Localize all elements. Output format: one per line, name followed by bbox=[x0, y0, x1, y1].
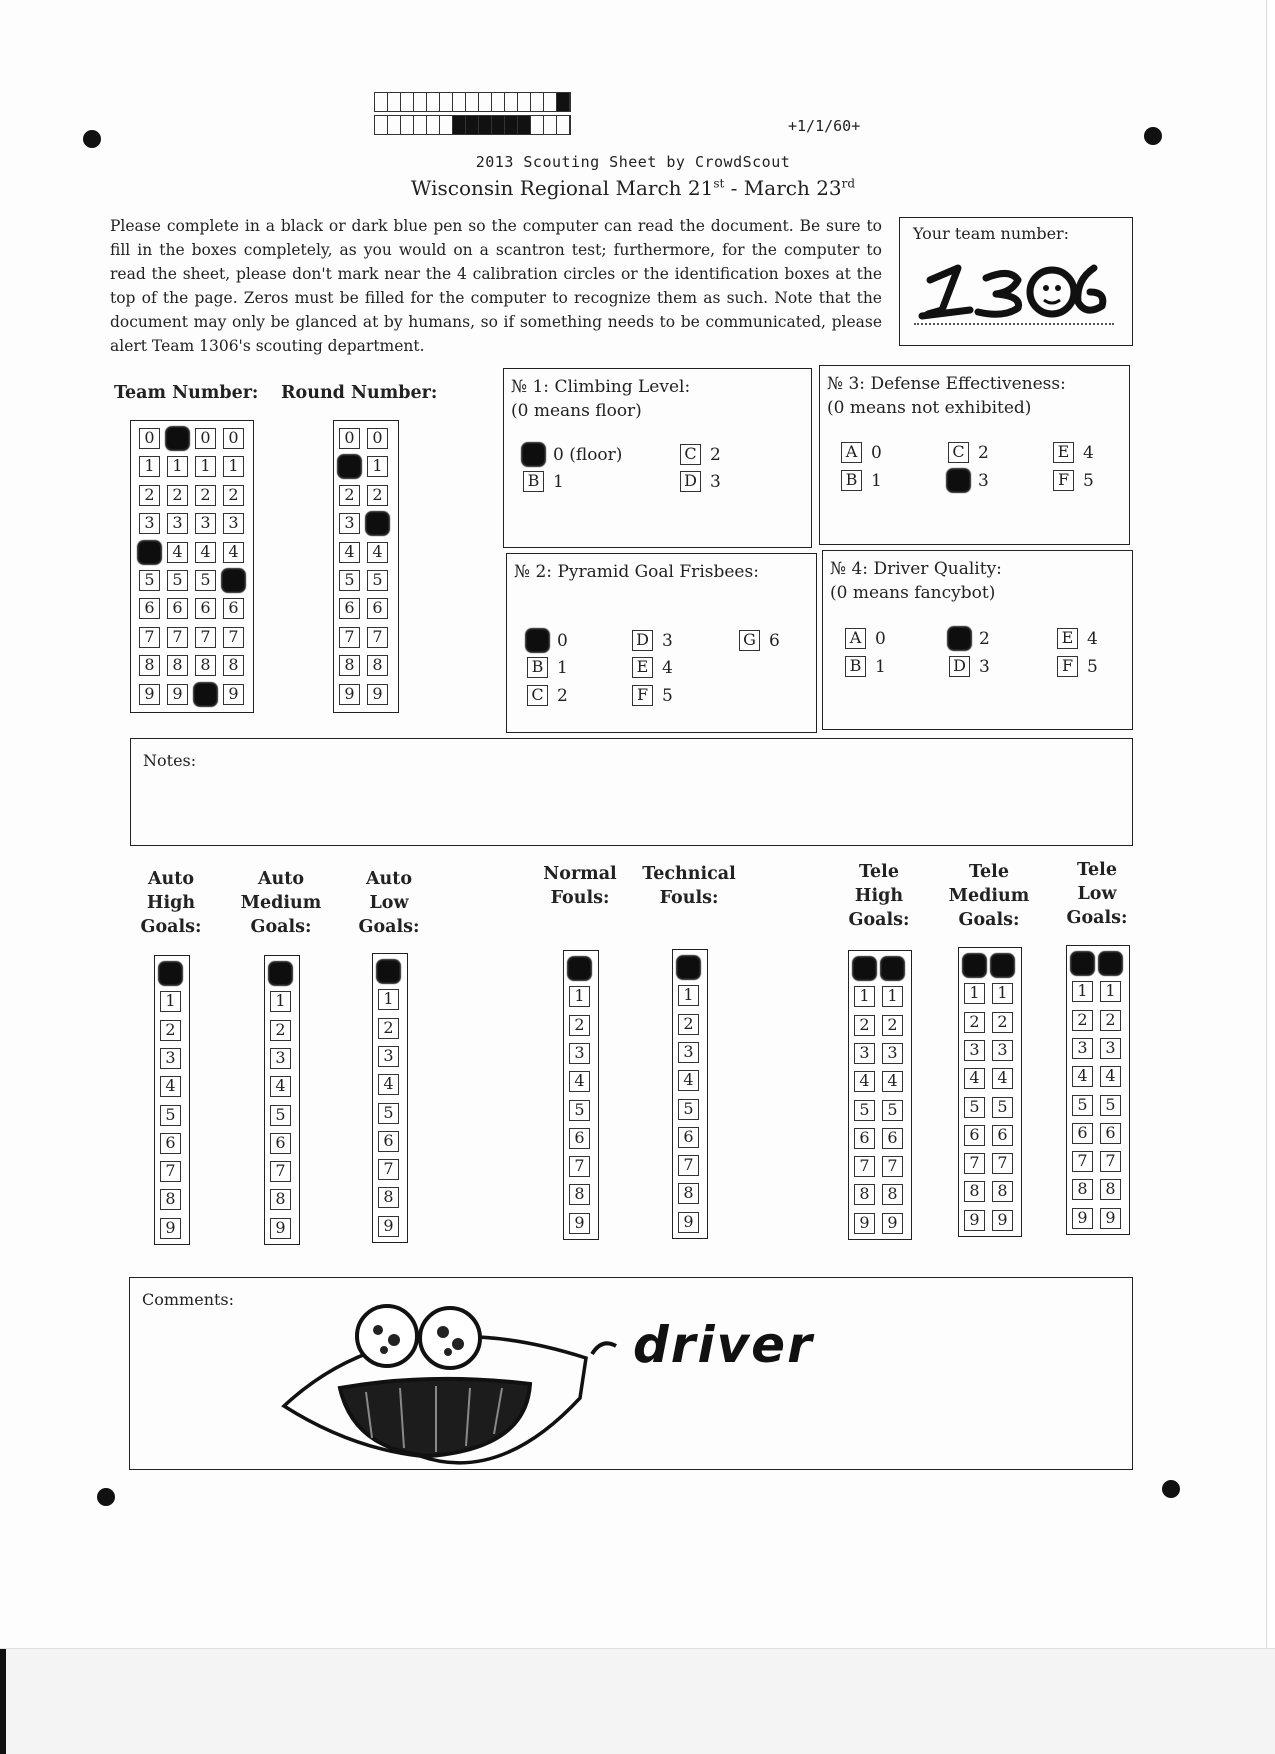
question-3-option-c[interactable] bbox=[948, 442, 989, 463]
score-column-label-3 bbox=[319, 867, 459, 939]
team-digit-3-bubble-1[interactable]: 1 bbox=[195, 456, 216, 477]
option-value: 2 bbox=[557, 685, 568, 706]
score-col-5-digit-1-bubble-3[interactable]: 3 bbox=[678, 1042, 699, 1063]
label-line: Low bbox=[369, 893, 409, 913]
score-col-8-digit-2-bubble-2[interactable]: 2 bbox=[1100, 1010, 1121, 1031]
score-col-6-digit-1-bubble-8[interactable]: 8 bbox=[854, 1184, 875, 1205]
score-col-4-digit-1-bubble-5[interactable]: 5 bbox=[569, 1100, 590, 1121]
team-digit-1-bubble-4[interactable]: 4 bbox=[139, 542, 160, 563]
option-letter-box[interactable]: C bbox=[680, 444, 701, 465]
question-4-option-f[interactable] bbox=[1057, 656, 1098, 677]
score-col-7-digit-2-bubble-9[interactable]: 9 bbox=[992, 1210, 1013, 1231]
score-col-8-digit-1-bubble-1[interactable]: 1 bbox=[1072, 981, 1093, 1002]
option-letter-box[interactable]: C bbox=[948, 442, 969, 463]
score-col-5-digit-1-bubble-4[interactable]: 4 bbox=[678, 1070, 699, 1091]
round-digit-2-bubble-8[interactable]: 8 bbox=[367, 655, 388, 676]
score-col-5-digit-1-bubble-5[interactable]: 5 bbox=[678, 1099, 699, 1120]
question-3-title: № 3: Defense Effectiveness: (0 means not exhibited) bbox=[827, 374, 1066, 418]
score-col-6-digit-2-bubble-5[interactable]: 5 bbox=[882, 1100, 903, 1121]
score-col-2-digit-1-bubble-5[interactable]: 5 bbox=[270, 1105, 291, 1126]
team-digit-4-bubble-6[interactable]: 6 bbox=[223, 598, 244, 619]
option-value: 3 bbox=[710, 471, 721, 492]
score-col-1-digit-1-bubble-0[interactable]: 0 bbox=[160, 963, 181, 984]
score-col-6-digit-1-bubble-4[interactable]: 4 bbox=[854, 1071, 875, 1092]
round-digit-1-bubble-6[interactable]: 6 bbox=[339, 598, 360, 619]
score-col-6-digit-1-bubble-0[interactable]: 0 bbox=[854, 958, 875, 979]
round-digit-1-bubble-5[interactable]: 5 bbox=[339, 570, 360, 591]
score-col-1-digit-1-bubble-3[interactable]: 3 bbox=[160, 1048, 181, 1069]
round-digit-2-bubble-9[interactable]: 9 bbox=[367, 684, 388, 705]
score-col-2-digit-1-bubble-6[interactable]: 6 bbox=[270, 1133, 291, 1154]
score-col-2-digit-1-bubble-4[interactable]: 4 bbox=[270, 1076, 291, 1097]
option-value: 2 bbox=[710, 444, 721, 465]
score-col-3-digit-1-bubble-5[interactable]: 5 bbox=[378, 1103, 399, 1124]
score-col-8-digit-1-bubble-6[interactable]: 6 bbox=[1072, 1123, 1093, 1144]
label-line: Medium bbox=[240, 893, 322, 913]
score-col-7-digit-2-bubble-6[interactable]: 6 bbox=[992, 1125, 1013, 1146]
score-col-6-digit-1-bubble-5[interactable]: 5 bbox=[854, 1100, 875, 1121]
team-digit-2-bubble-3[interactable]: 3 bbox=[167, 513, 188, 534]
label-line: Goals: bbox=[250, 917, 312, 937]
notes-label: Notes: bbox=[143, 751, 197, 770]
score-col-3-digit-1-bubble-4[interactable]: 4 bbox=[378, 1074, 399, 1095]
option-value: 3 bbox=[979, 656, 990, 677]
question-4-option-d[interactable] bbox=[949, 656, 990, 677]
team-digit-2-bubble-4[interactable]: 4 bbox=[167, 542, 188, 563]
score-col-2-digit-1-bubble-3[interactable]: 3 bbox=[270, 1048, 291, 1069]
score-col-8-digit-1-bubble-4[interactable]: 4 bbox=[1072, 1066, 1093, 1087]
label-line: Goals: bbox=[1066, 908, 1128, 928]
option-letter-box[interactable]: B bbox=[523, 471, 544, 492]
label-line: Goals: bbox=[358, 917, 420, 937]
score-col-6-digit-2-bubble-3[interactable]: 3 bbox=[882, 1043, 903, 1064]
round-digit-1-bubble-4[interactable]: 4 bbox=[339, 542, 360, 563]
question-3-option-f[interactable] bbox=[1053, 470, 1094, 491]
option-value: 1 bbox=[871, 470, 882, 491]
score-col-7-digit-2-bubble-7[interactable]: 7 bbox=[992, 1153, 1013, 1174]
team-digit-2-bubble-8[interactable]: 8 bbox=[167, 655, 188, 676]
score-col-6-digit-1-bubble-6[interactable]: 6 bbox=[854, 1128, 875, 1149]
score-col-7-digit-2-bubble-4[interactable]: 4 bbox=[992, 1068, 1013, 1089]
score-col-4-digit-1-bubble-9[interactable]: 9 bbox=[569, 1213, 590, 1234]
label-line: Normal bbox=[543, 864, 617, 884]
option-letter-box[interactable]: C bbox=[527, 685, 548, 706]
calibration-circle-bottom-left bbox=[97, 1488, 115, 1506]
option-value: 5 bbox=[1087, 656, 1098, 677]
option-letter-box[interactable]: A bbox=[841, 442, 862, 463]
team-digit-2-bubble-2[interactable]: 2 bbox=[167, 485, 188, 506]
score-col-6-digit-2-bubble-1[interactable]: 1 bbox=[882, 986, 903, 1007]
score-col-4-digit-1-bubble-0[interactable]: 0 bbox=[569, 958, 590, 979]
your-team-number-box[interactable] bbox=[899, 217, 1133, 346]
label-line: Medium bbox=[948, 886, 1030, 906]
identification-bar-top bbox=[374, 92, 571, 112]
team-digit-3-bubble-2[interactable]: 2 bbox=[195, 485, 216, 506]
round-digit-1-bubble-1[interactable]: 1 bbox=[339, 456, 360, 477]
label-line: Goals: bbox=[140, 917, 202, 937]
question-4-option-c[interactable] bbox=[949, 628, 990, 649]
score-col-2-digit-1-bubble-1[interactable]: 1 bbox=[270, 991, 291, 1012]
score-col-1-digit-1-bubble-6[interactable]: 6 bbox=[160, 1133, 181, 1154]
team-number-dotted-line bbox=[914, 323, 1114, 325]
question-1-option-c[interactable] bbox=[680, 444, 721, 465]
round-digit-1-bubble-2[interactable]: 2 bbox=[339, 485, 360, 506]
score-col-5-digit-1-bubble-7[interactable]: 7 bbox=[678, 1155, 699, 1176]
instructions-paragraph: Please complete in a black or dark blue pen so the computer can read the document. Be sure to fill in the boxes completely, as you would on a scantron test; furthermore, for the computer to read the sheet, please don't mark near the 4 calibration circles or the identification boxes at the top of the page. Zeros must be filled for the computer to recognize them as such. Note that the document may only be glanced at by humans, so if something needs to be communicated, please alert Team 1306's scouting department. bbox=[110, 217, 882, 355]
score-col-1-digit-1-bubble-5[interactable]: 5 bbox=[160, 1105, 181, 1126]
label-line: Tele bbox=[859, 862, 899, 882]
score-col-1-digit-1-bubble-9[interactable]: 9 bbox=[160, 1218, 181, 1239]
round-digit-2-bubble-7[interactable]: 7 bbox=[367, 627, 388, 648]
round-digit-2-bubble-6[interactable]: 6 bbox=[367, 598, 388, 619]
team-digit-1-bubble-0[interactable]: 0 bbox=[139, 428, 160, 449]
round-digit-2-bubble-0[interactable]: 0 bbox=[367, 428, 388, 449]
option-letter-box[interactable]: B bbox=[845, 656, 866, 677]
score-column-label-8 bbox=[1027, 858, 1167, 930]
question-3-option-a[interactable] bbox=[841, 442, 882, 463]
team-digit-3-bubble-3[interactable]: 3 bbox=[195, 513, 216, 534]
score-col-6-digit-2-bubble-2[interactable]: 2 bbox=[882, 1015, 903, 1036]
label-line: Technical bbox=[642, 864, 736, 884]
score-col-8-digit-2-bubble-0[interactable]: 0 bbox=[1100, 953, 1121, 974]
score-col-7-digit-1-bubble-5[interactable]: 5 bbox=[964, 1097, 985, 1118]
score-column-label-5 bbox=[619, 862, 759, 910]
team-digit-4-bubble-3[interactable]: 3 bbox=[223, 513, 244, 534]
question-4-option-e[interactable] bbox=[1057, 628, 1098, 649]
score-col-2-digit-1-bubble-9[interactable]: 9 bbox=[270, 1218, 291, 1239]
score-col-6-digit-1-bubble-2[interactable]: 2 bbox=[854, 1015, 875, 1036]
round-digit-2-bubble-3[interactable]: 3 bbox=[367, 513, 388, 534]
label-line: Low bbox=[1077, 884, 1117, 904]
score-col-1-digit-1-bubble-4[interactable]: 4 bbox=[160, 1076, 181, 1097]
team-digit-1-bubble-7[interactable]: 7 bbox=[139, 627, 160, 648]
event-title: Wisconsin Regional March 21st - March 23rd bbox=[410, 176, 856, 200]
score-col-8-digit-2-bubble-8[interactable]: 8 bbox=[1100, 1179, 1121, 1200]
score-col-5-digit-1-bubble-6[interactable]: 6 bbox=[678, 1127, 699, 1148]
score-col-7-digit-1-bubble-1[interactable]: 1 bbox=[964, 983, 985, 1004]
option-letter-box[interactable]: B bbox=[527, 657, 548, 678]
handwritten-team-number bbox=[900, 240, 1132, 330]
option-value: 4 bbox=[662, 657, 673, 678]
score-col-7-digit-1-bubble-3[interactable]: 3 bbox=[964, 1040, 985, 1061]
score-col-4-digit-1-bubble-1[interactable]: 1 bbox=[569, 986, 590, 1007]
score-col-8-digit-2-bubble-3[interactable]: 3 bbox=[1100, 1038, 1121, 1059]
question-1-title: № 1: Climbing Level: (0 means floor) bbox=[511, 377, 691, 421]
score-col-6-digit-2-bubble-6[interactable]: 6 bbox=[882, 1128, 903, 1149]
team-digit-1-bubble-5[interactable]: 5 bbox=[139, 570, 160, 591]
notes-box[interactable] bbox=[130, 738, 1133, 846]
score-col-3-digit-1-bubble-7[interactable]: 7 bbox=[378, 1159, 399, 1180]
score-col-3-digit-1-bubble-9[interactable]: 9 bbox=[378, 1216, 399, 1237]
option-value: 2 bbox=[978, 442, 989, 463]
option-letter-box[interactable]: A bbox=[845, 628, 866, 649]
score-col-2-digit-1-bubble-0[interactable]: 0 bbox=[270, 963, 291, 984]
score-col-7-digit-2-bubble-5[interactable]: 5 bbox=[992, 1097, 1013, 1118]
score-col-5-digit-1-bubble-2[interactable]: 2 bbox=[678, 1014, 699, 1035]
label-line: Fouls: bbox=[659, 888, 719, 908]
option-value: 2 bbox=[979, 628, 990, 649]
question-1-option-b[interactable] bbox=[523, 471, 564, 492]
label-line: Tele bbox=[969, 862, 1009, 882]
team-digit-4-bubble-5[interactable]: 5 bbox=[223, 570, 244, 591]
score-col-2-digit-1-bubble-7[interactable]: 7 bbox=[270, 1161, 291, 1182]
option-value: 3 bbox=[978, 470, 989, 491]
option-value: 1 bbox=[553, 471, 564, 492]
score-col-5-digit-1-bubble-0[interactable]: 0 bbox=[678, 957, 699, 978]
option-letter-box[interactable]: D bbox=[949, 656, 970, 677]
score-col-8-digit-2-bubble-5[interactable]: 5 bbox=[1100, 1095, 1121, 1116]
label-line: Auto bbox=[365, 869, 413, 889]
question-2-option-d[interactable] bbox=[632, 630, 673, 651]
team-digit-1-bubble-2[interactable]: 2 bbox=[139, 485, 160, 506]
score-col-7-digit-1-bubble-7[interactable]: 7 bbox=[964, 1153, 985, 1174]
score-col-7-digit-2-bubble-2[interactable]: 2 bbox=[992, 1012, 1013, 1033]
team-digit-4-bubble-7[interactable]: 7 bbox=[223, 627, 244, 648]
label-line: Tele bbox=[1077, 860, 1117, 880]
score-col-7-digit-1-bubble-4[interactable]: 4 bbox=[964, 1068, 985, 1089]
question-2-option-f[interactable] bbox=[632, 685, 673, 706]
score-col-6-digit-1-bubble-9[interactable]: 9 bbox=[854, 1213, 875, 1234]
option-letter-box[interactable]: D bbox=[948, 470, 969, 491]
team-digit-3-bubble-0[interactable]: 0 bbox=[195, 428, 216, 449]
question-2-option-e[interactable] bbox=[632, 657, 673, 678]
score-col-5-digit-1-bubble-1[interactable]: 1 bbox=[678, 985, 699, 1006]
team-digit-2-bubble-1[interactable]: 1 bbox=[167, 456, 188, 477]
score-col-6-digit-2-bubble-7[interactable]: 7 bbox=[882, 1156, 903, 1177]
team-digit-3-bubble-7[interactable]: 7 bbox=[195, 627, 216, 648]
team-digit-3-bubble-6[interactable]: 6 bbox=[195, 598, 216, 619]
score-col-8-digit-2-bubble-9[interactable]: 9 bbox=[1100, 1208, 1121, 1229]
score-col-6-digit-2-bubble-0[interactable]: 0 bbox=[882, 958, 903, 979]
option-letter-box[interactable]: A bbox=[523, 444, 544, 465]
score-col-4-digit-1-bubble-6[interactable]: 6 bbox=[569, 1128, 590, 1149]
question-3-option-b[interactable] bbox=[841, 470, 882, 491]
score-col-1-digit-1-bubble-8[interactable]: 8 bbox=[160, 1189, 181, 1210]
identification-bar-bottom bbox=[374, 115, 571, 135]
round-digit-2-bubble-5[interactable]: 5 bbox=[367, 570, 388, 591]
round-digit-1-bubble-0[interactable]: 0 bbox=[339, 428, 360, 449]
score-col-7-digit-1-bubble-8[interactable]: 8 bbox=[964, 1181, 985, 1202]
option-letter-box[interactable]: E bbox=[1053, 442, 1074, 463]
label-line: High bbox=[146, 893, 196, 913]
team-digit-4-bubble-4[interactable]: 4 bbox=[223, 542, 244, 563]
round-digit-1-bubble-7[interactable]: 7 bbox=[339, 627, 360, 648]
round-digit-1-bubble-9[interactable]: 9 bbox=[339, 684, 360, 705]
score-col-7-digit-2-bubble-8[interactable]: 8 bbox=[992, 1181, 1013, 1202]
option-letter-box[interactable]: F bbox=[632, 685, 653, 706]
score-col-2-digit-1-bubble-8[interactable]: 8 bbox=[270, 1189, 291, 1210]
round-digit-2-bubble-4[interactable]: 4 bbox=[367, 542, 388, 563]
score-col-1-digit-1-bubble-2[interactable]: 2 bbox=[160, 1020, 181, 1041]
score-col-8-digit-1-bubble-8[interactable]: 8 bbox=[1072, 1179, 1093, 1200]
team-digit-4-bubble-1[interactable]: 1 bbox=[223, 456, 244, 477]
score-col-8-digit-2-bubble-7[interactable]: 7 bbox=[1100, 1151, 1121, 1172]
option-letter-box[interactable]: G bbox=[739, 630, 760, 651]
option-value: 3 bbox=[662, 630, 673, 651]
sheet-title: 2013 Scouting Sheet by CrowdScout bbox=[475, 153, 791, 171]
comments-label: Comments: bbox=[142, 1290, 235, 1309]
score-col-1-digit-1-bubble-1[interactable]: 1 bbox=[160, 991, 181, 1012]
driver-handwritten-note: driver bbox=[633, 1316, 814, 1374]
option-letter-box[interactable]: E bbox=[632, 657, 653, 678]
comments-box[interactable] bbox=[129, 1277, 1133, 1470]
score-col-2-digit-1-bubble-2[interactable]: 2 bbox=[270, 1020, 291, 1041]
score-col-3-digit-1-bubble-8[interactable]: 8 bbox=[378, 1187, 399, 1208]
score-col-8-digit-1-bubble-3[interactable]: 3 bbox=[1072, 1038, 1093, 1059]
question-3-option-e[interactable] bbox=[1053, 442, 1094, 463]
question-2-title: № 2: Pyramid Goal Frisbees: bbox=[514, 562, 759, 582]
option-value: 0 (floor) bbox=[553, 444, 623, 465]
option-letter-box[interactable]: C bbox=[949, 628, 970, 649]
score-col-8-digit-2-bubble-1[interactable]: 1 bbox=[1100, 981, 1121, 1002]
round-digit-1-bubble-3[interactable]: 3 bbox=[339, 513, 360, 534]
question-1-option-a[interactable] bbox=[523, 444, 622, 465]
label-line: Fouls: bbox=[550, 888, 610, 908]
score-col-3-digit-1-bubble-0[interactable]: 0 bbox=[378, 961, 399, 982]
option-value: 0 bbox=[871, 442, 882, 463]
scan-background-strip bbox=[0, 1648, 1275, 1754]
team-digit-3-bubble-5[interactable]: 5 bbox=[195, 570, 216, 591]
label-line: Auto bbox=[257, 869, 305, 889]
score-col-7-digit-1-bubble-6[interactable]: 6 bbox=[964, 1125, 985, 1146]
option-value: 0 bbox=[875, 628, 886, 649]
option-value: 5 bbox=[1083, 470, 1094, 491]
robot-face-doodle bbox=[280, 1288, 920, 1468]
score-col-6-digit-2-bubble-9[interactable]: 9 bbox=[882, 1213, 903, 1234]
question-3-option-d[interactable] bbox=[948, 470, 989, 491]
score-col-3-digit-1-bubble-6[interactable]: 6 bbox=[378, 1131, 399, 1152]
option-value: 5 bbox=[662, 685, 673, 706]
score-col-7-digit-2-bubble-0[interactable]: 0 bbox=[992, 955, 1013, 976]
question-4-title: № 4: Driver Quality: (0 means fancybot) bbox=[830, 559, 1002, 603]
score-col-8-digit-1-bubble-2[interactable]: 2 bbox=[1072, 1010, 1093, 1031]
team-digit-2-bubble-0[interactable]: 0 bbox=[167, 428, 188, 449]
option-letter-box[interactable]: F bbox=[1053, 470, 1074, 491]
team-digit-1-bubble-1[interactable]: 1 bbox=[139, 456, 160, 477]
score-col-4-digit-1-bubble-8[interactable]: 8 bbox=[569, 1184, 590, 1205]
calibration-circle-top-right bbox=[1144, 127, 1162, 145]
score-col-8-digit-2-bubble-6[interactable]: 6 bbox=[1100, 1123, 1121, 1144]
team-digit-4-bubble-2[interactable]: 2 bbox=[223, 485, 244, 506]
option-value: 6 bbox=[769, 630, 780, 651]
round-digit-1-bubble-8[interactable]: 8 bbox=[339, 655, 360, 676]
label-line: High bbox=[854, 886, 904, 906]
label-line: Auto bbox=[147, 869, 195, 889]
your-team-number-label: Your team number: bbox=[913, 224, 1070, 243]
score-col-3-digit-1-bubble-2[interactable]: 2 bbox=[378, 1018, 399, 1039]
score-col-8-digit-1-bubble-7[interactable]: 7 bbox=[1072, 1151, 1093, 1172]
team-digit-2-bubble-9[interactable]: 9 bbox=[167, 684, 188, 705]
page-code: +1/1/60+ bbox=[788, 117, 861, 135]
score-col-7-digit-2-bubble-1[interactable]: 1 bbox=[992, 983, 1013, 1004]
round-digit-2-bubble-2[interactable]: 2 bbox=[367, 485, 388, 506]
team-digit-2-bubble-5[interactable]: 5 bbox=[167, 570, 188, 591]
option-letter-box[interactable]: D bbox=[632, 630, 653, 651]
question-2-option-a[interactable] bbox=[527, 630, 568, 651]
team-digit-1-bubble-6[interactable]: 6 bbox=[139, 598, 160, 619]
option-letter-box[interactable]: D bbox=[680, 471, 701, 492]
score-col-6-digit-1-bubble-1[interactable]: 1 bbox=[854, 986, 875, 1007]
score-col-8-digit-1-bubble-9[interactable]: 9 bbox=[1072, 1208, 1093, 1229]
score-col-3-digit-1-bubble-1[interactable]: 1 bbox=[378, 989, 399, 1010]
team-digit-2-bubble-6[interactable]: 6 bbox=[167, 598, 188, 619]
score-col-7-digit-2-bubble-3[interactable]: 3 bbox=[992, 1040, 1013, 1061]
option-value: 1 bbox=[875, 656, 886, 677]
option-value: 0 bbox=[557, 630, 568, 651]
team-digit-3-bubble-9[interactable]: 9 bbox=[195, 684, 216, 705]
team-digit-3-bubble-4[interactable]: 4 bbox=[195, 542, 216, 563]
option-letter-box[interactable]: B bbox=[841, 470, 862, 491]
question-4-option-b[interactable] bbox=[845, 656, 886, 677]
team-digit-2-bubble-7[interactable]: 7 bbox=[167, 627, 188, 648]
score-col-5-digit-1-bubble-8[interactable]: 8 bbox=[678, 1183, 699, 1204]
team-digit-3-bubble-8[interactable]: 8 bbox=[195, 655, 216, 676]
score-col-5-digit-1-bubble-9[interactable]: 9 bbox=[678, 1212, 699, 1233]
team-digit-4-bubble-8[interactable]: 8 bbox=[223, 655, 244, 676]
option-value: 4 bbox=[1083, 442, 1094, 463]
question-2-option-g[interactable] bbox=[739, 630, 780, 651]
label-line: Goals: bbox=[848, 910, 910, 930]
calibration-circle-bottom-right bbox=[1162, 1480, 1180, 1498]
score-col-7-digit-1-bubble-0[interactable]: 0 bbox=[964, 955, 985, 976]
question-2-option-c[interactable] bbox=[527, 685, 568, 706]
score-col-8-digit-1-bubble-5[interactable]: 5 bbox=[1072, 1095, 1093, 1116]
option-letter-box[interactable]: F bbox=[1057, 656, 1078, 677]
score-col-6-digit-2-bubble-8[interactable]: 8 bbox=[882, 1184, 903, 1205]
team-digit-4-bubble-9[interactable]: 9 bbox=[223, 684, 244, 705]
score-col-7-digit-1-bubble-9[interactable]: 9 bbox=[964, 1210, 985, 1231]
option-letter-box[interactable]: E bbox=[1057, 628, 1078, 649]
score-col-3-digit-1-bubble-3[interactable]: 3 bbox=[378, 1046, 399, 1067]
score-col-4-digit-1-bubble-3[interactable]: 3 bbox=[569, 1043, 590, 1064]
score-col-7-digit-1-bubble-2[interactable]: 2 bbox=[964, 1012, 985, 1033]
team-digit-1-bubble-8[interactable]: 8 bbox=[139, 655, 160, 676]
option-value: 1 bbox=[557, 657, 568, 678]
score-col-4-digit-1-bubble-2[interactable]: 2 bbox=[569, 1015, 590, 1036]
team-number-label: Team Number: bbox=[114, 383, 259, 403]
question-4-option-a[interactable] bbox=[845, 628, 886, 649]
team-digit-4-bubble-0[interactable]: 0 bbox=[223, 428, 244, 449]
team-digit-1-bubble-9[interactable]: 9 bbox=[139, 684, 160, 705]
score-col-6-digit-1-bubble-3[interactable]: 3 bbox=[854, 1043, 875, 1064]
score-col-4-digit-1-bubble-7[interactable]: 7 bbox=[569, 1156, 590, 1177]
round-number-label: Round Number: bbox=[281, 383, 438, 403]
score-col-6-digit-2-bubble-4[interactable]: 4 bbox=[882, 1071, 903, 1092]
team-digit-1-bubble-3[interactable]: 3 bbox=[139, 513, 160, 534]
option-value: 4 bbox=[1087, 628, 1098, 649]
score-col-8-digit-1-bubble-0[interactable]: 0 bbox=[1072, 953, 1093, 974]
score-col-8-digit-2-bubble-4[interactable]: 4 bbox=[1100, 1066, 1121, 1087]
question-1-option-d[interactable] bbox=[680, 471, 721, 492]
option-letter-box[interactable]: A bbox=[527, 630, 548, 651]
question-2-option-b[interactable] bbox=[527, 657, 568, 678]
calibration-circle-top-left bbox=[83, 130, 101, 148]
score-col-1-digit-1-bubble-7[interactable]: 7 bbox=[160, 1161, 181, 1182]
round-digit-2-bubble-1[interactable]: 1 bbox=[367, 456, 388, 477]
label-line: Goals: bbox=[958, 910, 1020, 930]
score-col-6-digit-1-bubble-7[interactable]: 7 bbox=[854, 1156, 875, 1177]
score-col-4-digit-1-bubble-4[interactable]: 4 bbox=[569, 1071, 590, 1092]
